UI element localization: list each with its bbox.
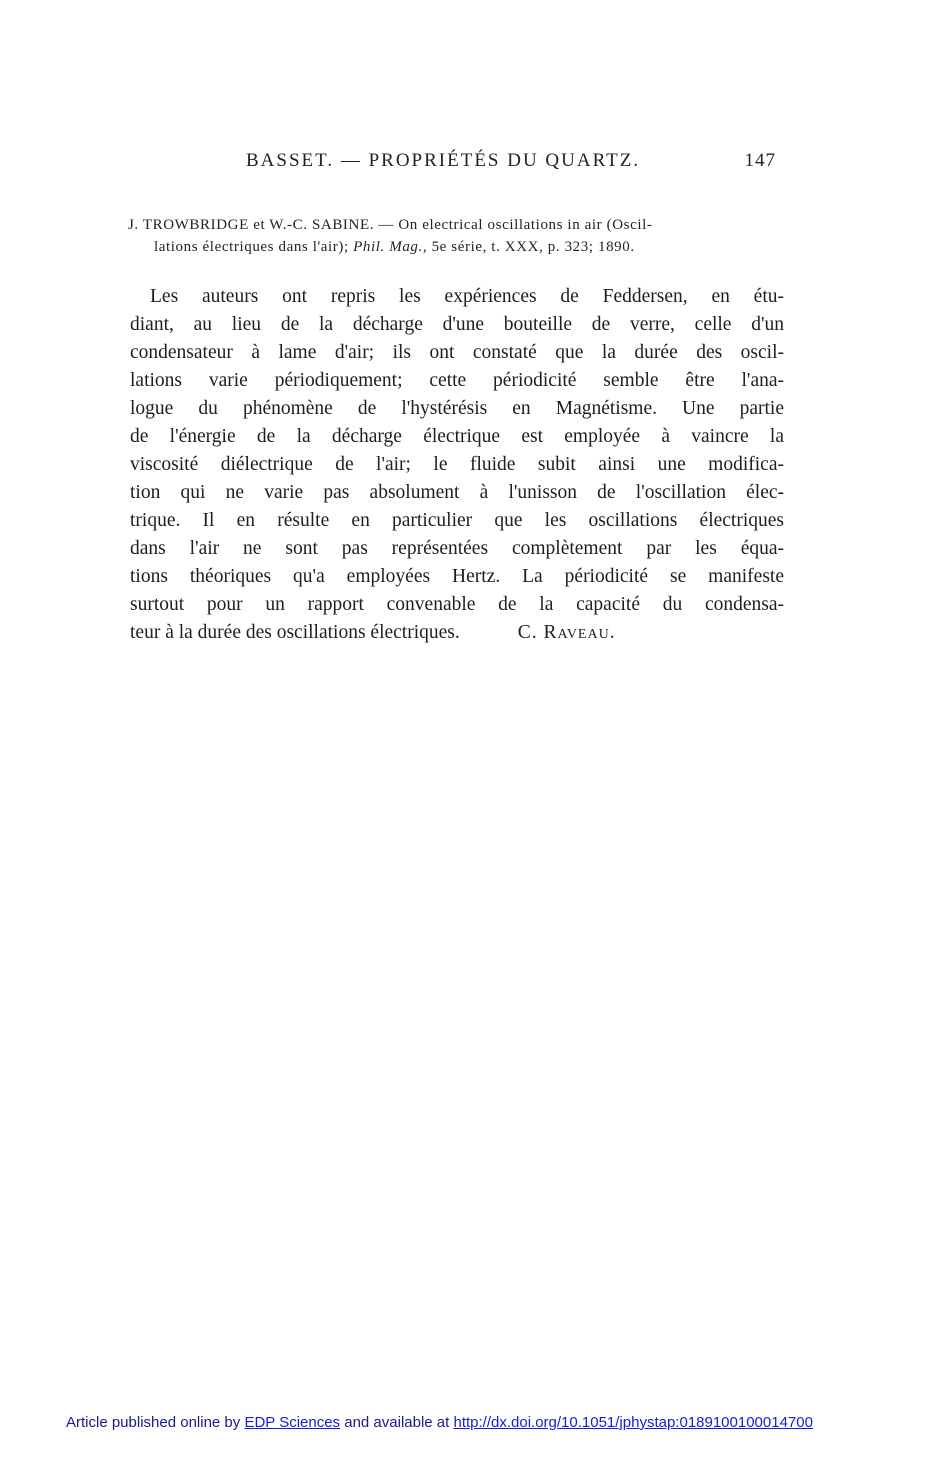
body-line: lations varie périodiquement; cette périodicité semble être l'ana- — [130, 370, 784, 391]
body-line: Les auteurs ont repris les expériences de Feddersen, en étu- — [150, 286, 784, 307]
article-body — [130, 283, 784, 647]
body-line: condensateur à lame d'air; ils ont constaté que la durée des oscil- — [130, 342, 784, 363]
footer-prefix: Article published online by — [66, 1414, 245, 1431]
citation — [128, 214, 778, 258]
citation-title-cont: lations électriques dans l'air); — [154, 239, 354, 255]
citation-reference: , 5e série, t. XXX, p. 323; 1890. — [422, 239, 635, 255]
citation-journal: Phil. Mag. — [353, 239, 423, 255]
body-line: tion qui ne varie pas absolument à l'unisson de l'oscillation élec- — [130, 482, 784, 503]
publication-footer — [66, 1414, 813, 1431]
citation-line-1 — [128, 214, 778, 236]
body-line: trique. Il en résulte en particulier que les oscillations électriques — [130, 510, 784, 531]
body-line: de l'énergie de la décharge électrique est employée à vaincre la — [130, 426, 784, 447]
body-line: viscosité diélectrique de l'air; le fluide subit ainsi une modifica- — [130, 454, 784, 475]
citation-line-2 — [128, 236, 778, 258]
citation-authors: J. TROWBRIDGE et W.-C. SABINE. — [128, 217, 375, 233]
body-line: diant, au lieu de la décharge d'une bouteille de verre, celle d'un — [130, 314, 784, 335]
footer-middle: and available at — [340, 1414, 454, 1431]
page-number: 147 — [744, 150, 776, 171]
body-line: surtout pour un rapport convenable de la capacité du condensa- — [130, 594, 784, 615]
body-line: teur à la durée des oscillations électriques. — [130, 622, 460, 643]
body-line: dans l'air ne sont pas représentées complètement par les équa- — [130, 538, 784, 559]
citation-title: — On electrical oscillations in air (Oscil- — [374, 217, 653, 233]
body-line: logue du phénomène de l'hystérésis en Magnétisme. Une partie — [130, 398, 784, 419]
body-line: tions théoriques qu'a employées Hertz. La périodicité se manifeste — [130, 566, 784, 587]
body-line-last — [130, 619, 784, 647]
author-signature: C. Raveau. — [517, 622, 616, 643]
doi-link[interactable]: http://dx.doi.org/10.1051/jphystap:0189100100014700 — [453, 1414, 813, 1431]
publisher-link[interactable]: EDP Sciences — [244, 1414, 341, 1431]
running-title: BASSET. — PROPRIÉTÉS DU QUARTZ. — [246, 150, 641, 171]
